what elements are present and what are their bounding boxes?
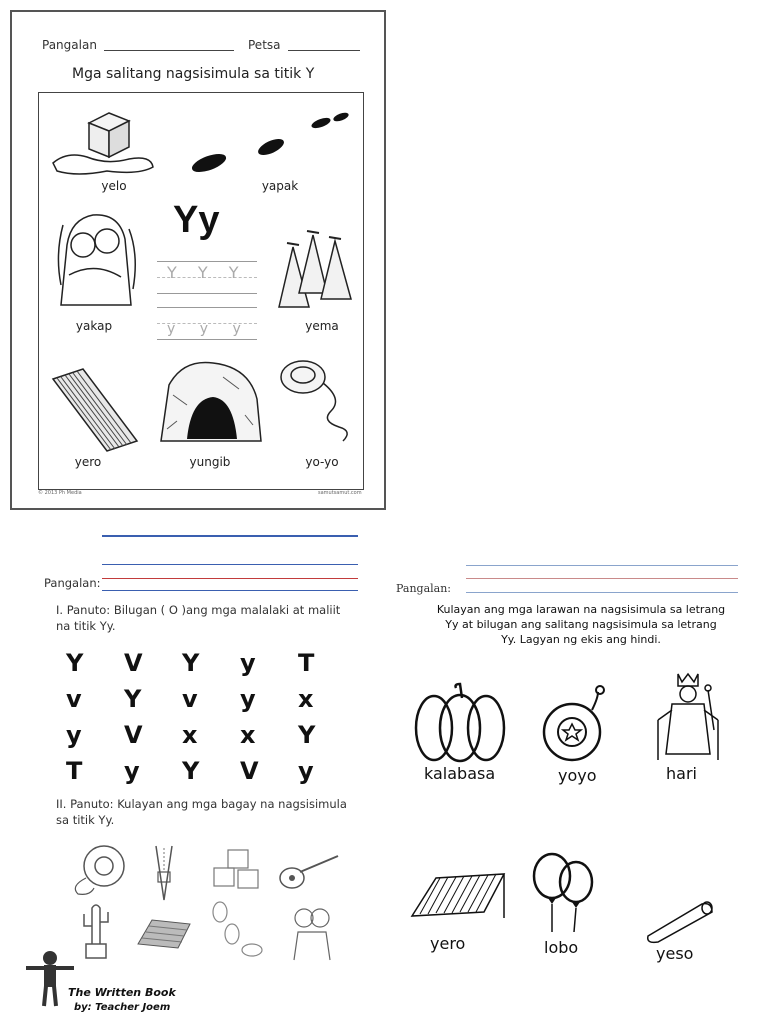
brand-author: by: Teacher Joem: [74, 1002, 171, 1013]
word-yakap: yakap: [75, 319, 113, 333]
instruction-color-objects: II. Panuto: Kulayan ang mga bagay na nagsisimula sa titik Yy.: [56, 797, 347, 827]
word-kalabasa[interactable]: kalabasa: [424, 764, 496, 783]
king-icon[interactable]: [648, 670, 730, 766]
instruction-color-pictures: [426, 602, 736, 647]
footprints-icon[interactable]: [206, 900, 268, 962]
writing-line-red: [466, 578, 738, 579]
word-yelo: yelo: [101, 179, 127, 193]
word-yoyo: yo-yo: [305, 455, 339, 469]
word-hari[interactable]: hari: [666, 764, 697, 783]
letter-cell[interactable]: V: [124, 649, 143, 677]
word-yapak: yapak: [261, 179, 299, 193]
writing-line-bottom: [466, 592, 738, 593]
letter-cell[interactable]: Y: [298, 721, 316, 749]
letter-cell[interactable]: v: [66, 685, 82, 713]
date-line: [288, 50, 360, 51]
letter-cell[interactable]: Y: [66, 649, 84, 677]
word-yero-3[interactable]: yero: [430, 934, 466, 953]
roof-sheet-icon[interactable]: [408, 868, 512, 924]
letter-cell[interactable]: V: [240, 757, 259, 785]
yema-candy-picture: [269, 223, 359, 313]
pumpkin-icon[interactable]: [412, 682, 508, 764]
letter-cell[interactable]: x: [240, 721, 256, 749]
big-letter-yy: Yy: [173, 199, 220, 241]
trace-upper-y: Y Y Y: [167, 263, 247, 282]
letter-cell[interactable]: v: [182, 685, 198, 713]
letter-cell[interactable]: V: [124, 721, 143, 749]
letter-row: [66, 645, 356, 681]
word-yoyo-3[interactable]: yoyo: [558, 766, 597, 785]
letter-row: [66, 753, 356, 789]
writing-line-bottom: [102, 590, 358, 591]
letter-grid: [66, 645, 356, 789]
trace-line: [157, 293, 257, 294]
name-line: [104, 50, 234, 51]
hugging-people-picture: [49, 205, 139, 315]
letter-cell[interactable]: T: [298, 649, 315, 677]
word-yeso[interactable]: yeso: [656, 944, 694, 963]
word-yero: yero: [74, 455, 102, 469]
writing-line-top: [102, 535, 358, 537]
word-yungib: yungib: [189, 455, 231, 469]
picture-box: [38, 92, 364, 490]
instruction-circle-letters: I. Panuto: Bilugan ( O )ang mga malalaki at maliit na titik Yy.: [56, 603, 341, 633]
letter-cell[interactable]: y: [66, 721, 82, 749]
footer-website: samutsamut.com: [318, 490, 362, 496]
name-label-2: Pangalan:: [44, 576, 101, 590]
teacher-avatar: [22, 948, 78, 1008]
zipper-icon[interactable]: [144, 842, 184, 904]
hugging-kids-icon[interactable]: [284, 904, 340, 964]
instruction-line: Yy. Lagyan ng ekis ang hindi.: [501, 633, 661, 646]
trace-lower-y: y y y: [167, 321, 251, 337]
chalk-icon[interactable]: [640, 898, 720, 946]
corrugated-sheet-icon[interactable]: [134, 914, 194, 950]
letter-cell[interactable]: y: [124, 757, 140, 785]
ice-cubes-icon[interactable]: [206, 846, 268, 896]
yoyo-icon[interactable]: [536, 684, 616, 768]
letter-cell[interactable]: x: [182, 721, 198, 749]
instruction-line: Kulayan ang mga larawan na nagsisimula sa letrang: [436, 603, 726, 616]
trace-line: [157, 261, 257, 262]
ice-cube-picture: [47, 105, 159, 177]
writing-line-red: [102, 578, 358, 579]
letter-row: [66, 717, 356, 753]
writing-line-top: [466, 565, 738, 566]
yoyo-object-icon[interactable]: [64, 842, 134, 898]
word-lobo[interactable]: lobo: [544, 938, 579, 957]
letter-cell[interactable]: y: [240, 649, 256, 677]
trace-line: [157, 339, 257, 340]
writing-line: [102, 564, 358, 565]
letter-cell[interactable]: y: [298, 757, 314, 785]
worksheet-yelo-page: [10, 10, 386, 510]
word-yema: yema: [305, 319, 339, 333]
guitar-icon[interactable]: [276, 852, 342, 892]
corrugated-sheet-picture: [49, 365, 141, 455]
yoyo-picture: [273, 355, 359, 445]
trace-line: [157, 307, 257, 308]
cactus-icon[interactable]: [76, 900, 116, 962]
letter-row: [66, 681, 356, 717]
letter-cell[interactable]: y: [240, 685, 256, 713]
letter-cell[interactable]: Y: [182, 757, 200, 785]
letter-cell[interactable]: T: [66, 757, 83, 785]
footer-copyright: © 2013 Ph Media: [38, 490, 82, 496]
worksheet-title: Mga salitang nagsisimula sa titik Y: [72, 66, 315, 82]
name-label: Pangalan: [42, 38, 97, 52]
name-label-3: Pangalan:: [396, 582, 452, 595]
cave-picture: [153, 355, 265, 447]
footprints-picture: [179, 107, 359, 177]
brand-title: The Written Book: [68, 986, 176, 999]
letter-cell[interactable]: Y: [182, 649, 200, 677]
instruction-line: Yy at bilugan ang salitang nagsisimula sa letrang: [445, 618, 717, 631]
balloons-icon[interactable]: [528, 852, 598, 936]
letter-cell[interactable]: Y: [124, 685, 142, 713]
letter-cell[interactable]: x: [298, 685, 314, 713]
date-label: Petsa: [248, 38, 281, 52]
